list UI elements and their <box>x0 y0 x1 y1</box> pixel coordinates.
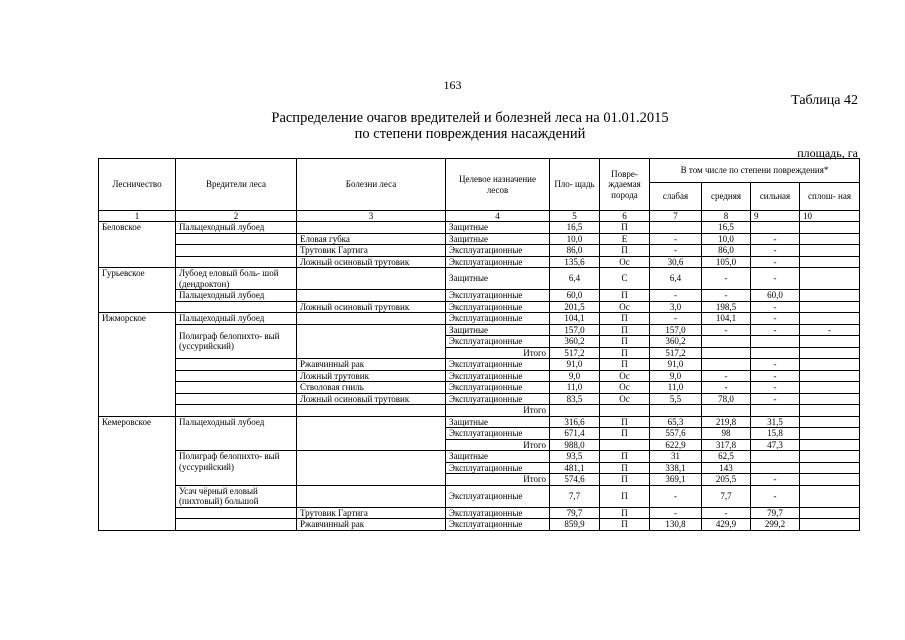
medium-cell: 62,5 <box>702 451 751 463</box>
unit-label: площадь, га <box>797 146 858 160</box>
medium-cell: 78,0 <box>702 393 751 405</box>
strong-cell: - <box>751 393 800 405</box>
header-species: Повре- ждаемая порода <box>600 159 650 211</box>
page-number: 163 <box>443 78 462 92</box>
weak-cell: 3,0 <box>650 301 702 313</box>
area-cell: 93,5 <box>550 451 600 463</box>
col-number: 8 <box>702 211 751 222</box>
pest-cell <box>176 301 297 313</box>
purpose-cell: Эксплуатационные <box>446 256 550 268</box>
area-cell <box>550 405 600 417</box>
total-cell <box>800 462 860 474</box>
medium-cell: 104,1 <box>702 313 751 325</box>
purpose-cell: Эксплуатационные <box>446 359 550 371</box>
disease-cell <box>297 222 446 234</box>
area-cell: 6,4 <box>550 268 600 290</box>
pest-cell <box>176 233 297 245</box>
forestry-cell: Ижморское <box>99 313 176 417</box>
pest-cell: Пальцеходный лубоед <box>176 416 297 451</box>
strong-cell: 79,7 <box>751 507 800 519</box>
weak-cell: - <box>650 290 702 302</box>
pest-cell <box>176 507 297 519</box>
species-cell: П <box>600 359 650 371</box>
total-cell <box>800 347 860 359</box>
header-purpose: Целевое назначение лесов <box>446 159 550 211</box>
strong-cell: - <box>751 370 800 382</box>
purpose-cell: Итого <box>446 405 550 417</box>
medium-cell: 10,0 <box>702 233 751 245</box>
area-cell: 316,6 <box>550 416 600 428</box>
purpose-cell: Эксплуатационные <box>446 301 550 313</box>
purpose-cell: Защитные <box>446 222 550 234</box>
pest-cell: Усач чёрный еловый (пихтовый) большой <box>176 485 297 507</box>
strong-cell: 47,3 <box>751 439 800 451</box>
header-diseases: Болезни леса <box>297 159 446 211</box>
area-cell: 201,5 <box>550 301 600 313</box>
purpose-cell: Эксплуатационные <box>446 519 550 531</box>
total-cell: - <box>800 324 860 336</box>
strong-cell: - <box>751 268 800 290</box>
disease-cell <box>297 416 446 451</box>
purpose-cell: Итого <box>446 439 550 451</box>
strong-cell: - <box>751 256 800 268</box>
weak-cell <box>650 222 702 234</box>
area-cell: 60,0 <box>550 290 600 302</box>
strong-cell <box>751 336 800 348</box>
medium-cell <box>702 336 751 348</box>
disease-cell: Ложный осиновый трутовик <box>297 256 446 268</box>
header-forestry: Лесничество <box>99 159 176 211</box>
disease-cell: Стволовая гниль <box>297 382 446 394</box>
species-cell: Ос <box>600 393 650 405</box>
total-cell <box>800 507 860 519</box>
area-cell: 157,0 <box>550 324 600 336</box>
disease-cell <box>297 405 446 417</box>
disease-cell <box>297 313 446 325</box>
strong-cell: - <box>751 474 800 486</box>
pest-cell <box>176 405 297 417</box>
species-cell: П <box>600 222 650 234</box>
species-cell: П <box>600 336 650 348</box>
species-cell: П <box>600 485 650 507</box>
table-row <box>99 405 860 417</box>
species-cell: П <box>600 519 650 531</box>
area-cell: 9,0 <box>550 370 600 382</box>
weak-cell: 157,0 <box>650 324 702 336</box>
purpose-cell: Эксплуатационные <box>446 393 550 405</box>
species-cell: П <box>600 507 650 519</box>
medium-cell: 205,5 <box>702 474 751 486</box>
table-row <box>99 245 860 257</box>
pest-cell <box>176 370 297 382</box>
total-cell <box>800 405 860 417</box>
strong-cell <box>751 222 800 234</box>
medium-cell <box>702 405 751 417</box>
weak-cell: 338,1 <box>650 462 702 474</box>
strong-cell: - <box>751 485 800 507</box>
total-cell <box>800 485 860 507</box>
disease-cell: Ложный осиновый трутовик <box>297 393 446 405</box>
table-row <box>99 313 860 325</box>
strong-cell: 31,5 <box>751 416 800 428</box>
pest-cell: Лубоед еловый боль- шой (дендроктон) <box>176 268 297 290</box>
purpose-cell: Эксплуатационные <box>446 485 550 507</box>
total-cell <box>800 393 860 405</box>
total-cell <box>800 313 860 325</box>
disease-cell: Трутовик Гартига <box>297 245 446 257</box>
area-cell: 671,4 <box>550 428 600 440</box>
medium-cell: 98 <box>702 428 751 440</box>
weak-cell: - <box>650 507 702 519</box>
disease-cell <box>297 324 446 359</box>
header-total: сплош- ная <box>800 183 860 211</box>
weak-cell: - <box>650 233 702 245</box>
table-row <box>99 507 860 519</box>
medium-cell: - <box>702 268 751 290</box>
forestry-cell: Гурьевское <box>99 268 176 313</box>
weak-cell: - <box>650 313 702 325</box>
strong-cell: - <box>751 359 800 371</box>
medium-cell: 143 <box>702 462 751 474</box>
species-cell: С <box>600 268 650 290</box>
area-cell: 83,5 <box>550 393 600 405</box>
purpose-cell: Эксплуатационные <box>446 428 550 440</box>
species-cell: Ос <box>600 370 650 382</box>
medium-cell: 219,8 <box>702 416 751 428</box>
table-row <box>99 451 860 463</box>
purpose-cell: Защитные <box>446 268 550 290</box>
area-cell: 574,6 <box>550 474 600 486</box>
table-row <box>99 485 860 507</box>
table-row <box>99 370 860 382</box>
pest-cell: Пальцеходный лубоед <box>176 313 297 325</box>
area-cell: 481,1 <box>550 462 600 474</box>
strong-cell: - <box>751 301 800 313</box>
forestry-cell: Беловское <box>99 222 176 268</box>
total-cell <box>800 245 860 257</box>
purpose-cell: Эксплуатационные <box>446 336 550 348</box>
weak-cell: 31 <box>650 451 702 463</box>
disease-cell: Ложный осиновый трутовик <box>297 301 446 313</box>
weak-cell: 11,0 <box>650 382 702 394</box>
area-cell: 10,0 <box>550 233 600 245</box>
total-cell <box>800 382 860 394</box>
species-cell: П <box>600 324 650 336</box>
purpose-cell: Защитные <box>446 324 550 336</box>
col-number: 4 <box>446 211 550 222</box>
total-cell <box>800 233 860 245</box>
disease-cell <box>297 451 446 486</box>
strong-cell <box>751 462 800 474</box>
medium-cell: - <box>702 382 751 394</box>
area-cell: 988,0 <box>550 439 600 451</box>
total-cell <box>800 222 860 234</box>
total-cell <box>800 519 860 531</box>
area-cell: 104,1 <box>550 313 600 325</box>
col-number: 7 <box>650 211 702 222</box>
table-row <box>99 324 860 336</box>
total-cell <box>800 439 860 451</box>
weak-cell <box>650 405 702 417</box>
total-cell <box>800 256 860 268</box>
col-number: 1 <box>99 211 176 222</box>
disease-cell <box>297 268 446 290</box>
medium-cell: 86,0 <box>702 245 751 257</box>
species-cell: П <box>600 245 650 257</box>
purpose-cell: Эксплуатационные <box>446 313 550 325</box>
total-cell <box>800 416 860 428</box>
total-cell <box>800 359 860 371</box>
species-cell: П <box>600 428 650 440</box>
species-cell: Ос <box>600 256 650 268</box>
total-cell <box>800 336 860 348</box>
weak-cell: - <box>650 485 702 507</box>
species-cell: П <box>600 416 650 428</box>
disease-cell: Ложный трутовик <box>297 370 446 382</box>
damage-table <box>98 158 860 531</box>
strong-cell: 299,2 <box>751 519 800 531</box>
header-weak: слабая <box>650 183 702 211</box>
disease-cell: Ржавчинный рак <box>297 519 446 531</box>
purpose-cell: Итого <box>446 347 550 359</box>
table-row <box>99 416 860 428</box>
disease-cell <box>297 485 446 507</box>
pest-cell <box>176 359 297 371</box>
medium-cell: 7,7 <box>702 485 751 507</box>
pest-cell: Полиграф белопихто- вый (уссурийский) <box>176 451 297 486</box>
total-cell <box>800 268 860 290</box>
pest-cell: Пальцеходный лубоед <box>176 290 297 302</box>
table-header <box>99 159 860 222</box>
strong-cell: - <box>751 324 800 336</box>
col-number: 2 <box>176 211 297 222</box>
medium-cell: 429,9 <box>702 519 751 531</box>
pest-cell <box>176 382 297 394</box>
purpose-cell: Эксплуатационные <box>446 245 550 257</box>
purpose-cell: Эксплуатационные <box>446 462 550 474</box>
total-cell <box>800 370 860 382</box>
species-cell: П <box>600 290 650 302</box>
species-cell: Ос <box>600 301 650 313</box>
col-number: 3 <box>297 211 446 222</box>
weak-cell: 622,9 <box>650 439 702 451</box>
col-number: 5 <box>550 211 600 222</box>
title-line-2: по степени повреждения насаждений <box>354 126 586 142</box>
pest-cell: Полиграф белопихто- вый (уссурийский) <box>176 324 297 359</box>
weak-cell: 6,4 <box>650 268 702 290</box>
weak-cell: 9,0 <box>650 370 702 382</box>
table-label: Таблица 42 <box>791 93 858 108</box>
strong-cell: - <box>751 313 800 325</box>
species-cell <box>600 439 650 451</box>
area-cell: 360,2 <box>550 336 600 348</box>
header-strong: сильная <box>751 183 800 211</box>
weak-cell: 557,6 <box>650 428 702 440</box>
purpose-cell: Эксплуатационные <box>446 370 550 382</box>
area-cell: 91,0 <box>550 359 600 371</box>
medium-cell: - <box>702 507 751 519</box>
medium-cell: 16,5 <box>702 222 751 234</box>
species-cell: П <box>600 451 650 463</box>
disease-cell: Ржавчинный рак <box>297 359 446 371</box>
medium-cell <box>702 359 751 371</box>
purpose-cell: Защитные <box>446 451 550 463</box>
forestry-cell: Кемеровское <box>99 416 176 530</box>
col-number: 9 <box>751 211 800 222</box>
species-cell: Е <box>600 233 650 245</box>
header-degree-group: В том числе по степени повреждения* <box>650 159 860 183</box>
table-row <box>99 222 860 234</box>
species-cell: П <box>600 462 650 474</box>
weak-cell: 30,6 <box>650 256 702 268</box>
title-line-1: Распределение очагов вредителей и болезней леса на 01.01.2015 <box>271 110 669 126</box>
col-number: 6 <box>600 211 650 222</box>
table-row <box>99 382 860 394</box>
species-cell: П <box>600 474 650 486</box>
area-cell: 11,0 <box>550 382 600 394</box>
col-number: 10 <box>800 211 860 222</box>
weak-cell: 130,8 <box>650 519 702 531</box>
purpose-cell: Эксплуатационные <box>446 507 550 519</box>
weak-cell: 369,1 <box>650 474 702 486</box>
area-cell: 859,9 <box>550 519 600 531</box>
strong-cell <box>751 405 800 417</box>
area-cell: 86,0 <box>550 245 600 257</box>
medium-cell: - <box>702 370 751 382</box>
disease-cell: Трутовик Гартига <box>297 507 446 519</box>
purpose-cell: Эксплуатационные <box>446 382 550 394</box>
total-cell <box>800 290 860 302</box>
strong-cell: - <box>751 245 800 257</box>
species-cell: П <box>600 313 650 325</box>
area-cell: 79,7 <box>550 507 600 519</box>
medium-cell <box>702 347 751 359</box>
weak-cell: 91,0 <box>650 359 702 371</box>
area-cell: 517,2 <box>550 347 600 359</box>
weak-cell: 65,3 <box>650 416 702 428</box>
medium-cell: - <box>702 324 751 336</box>
total-cell <box>800 474 860 486</box>
purpose-cell: Защитные <box>446 416 550 428</box>
weak-cell: 5,5 <box>650 393 702 405</box>
species-cell: Ос <box>600 382 650 394</box>
strong-cell <box>751 347 800 359</box>
medium-cell: 105,0 <box>702 256 751 268</box>
disease-cell: Еловая губка <box>297 233 446 245</box>
area-cell: 16,5 <box>550 222 600 234</box>
pest-cell: Пальцеходный лубоед <box>176 222 297 234</box>
header-medium: средняя <box>702 183 751 211</box>
purpose-cell: Эксплуатационные <box>446 290 550 302</box>
pest-cell <box>176 519 297 531</box>
table-row <box>99 233 860 245</box>
table-row <box>99 393 860 405</box>
disease-cell <box>297 290 446 302</box>
table-row <box>99 359 860 371</box>
strong-cell: 15,8 <box>751 428 800 440</box>
medium-cell: 198,5 <box>702 301 751 313</box>
area-cell: 7,7 <box>550 485 600 507</box>
medium-cell: - <box>702 290 751 302</box>
weak-cell: 517,2 <box>650 347 702 359</box>
total-cell <box>800 428 860 440</box>
table-row <box>99 519 860 531</box>
pest-cell <box>176 245 297 257</box>
table-row <box>99 290 860 302</box>
strong-cell: - <box>751 233 800 245</box>
page-title <box>0 110 905 142</box>
strong-cell: 60,0 <box>751 290 800 302</box>
table-row <box>99 256 860 268</box>
species-cell: П <box>600 347 650 359</box>
species-cell <box>600 405 650 417</box>
strong-cell <box>751 451 800 463</box>
total-cell <box>800 301 860 313</box>
strong-cell: - <box>751 382 800 394</box>
table-row <box>99 268 860 290</box>
purpose-cell: Защитные <box>446 233 550 245</box>
table-row <box>99 301 860 313</box>
total-cell <box>800 451 860 463</box>
purpose-cell: Итого <box>446 474 550 486</box>
weak-cell: 360,2 <box>650 336 702 348</box>
pest-cell <box>176 393 297 405</box>
pest-cell <box>176 256 297 268</box>
medium-cell: 317,8 <box>702 439 751 451</box>
header-pests: Вредители леса <box>176 159 297 211</box>
weak-cell: - <box>650 245 702 257</box>
area-cell: 135,6 <box>550 256 600 268</box>
header-area: Пло- щадь <box>550 159 600 211</box>
